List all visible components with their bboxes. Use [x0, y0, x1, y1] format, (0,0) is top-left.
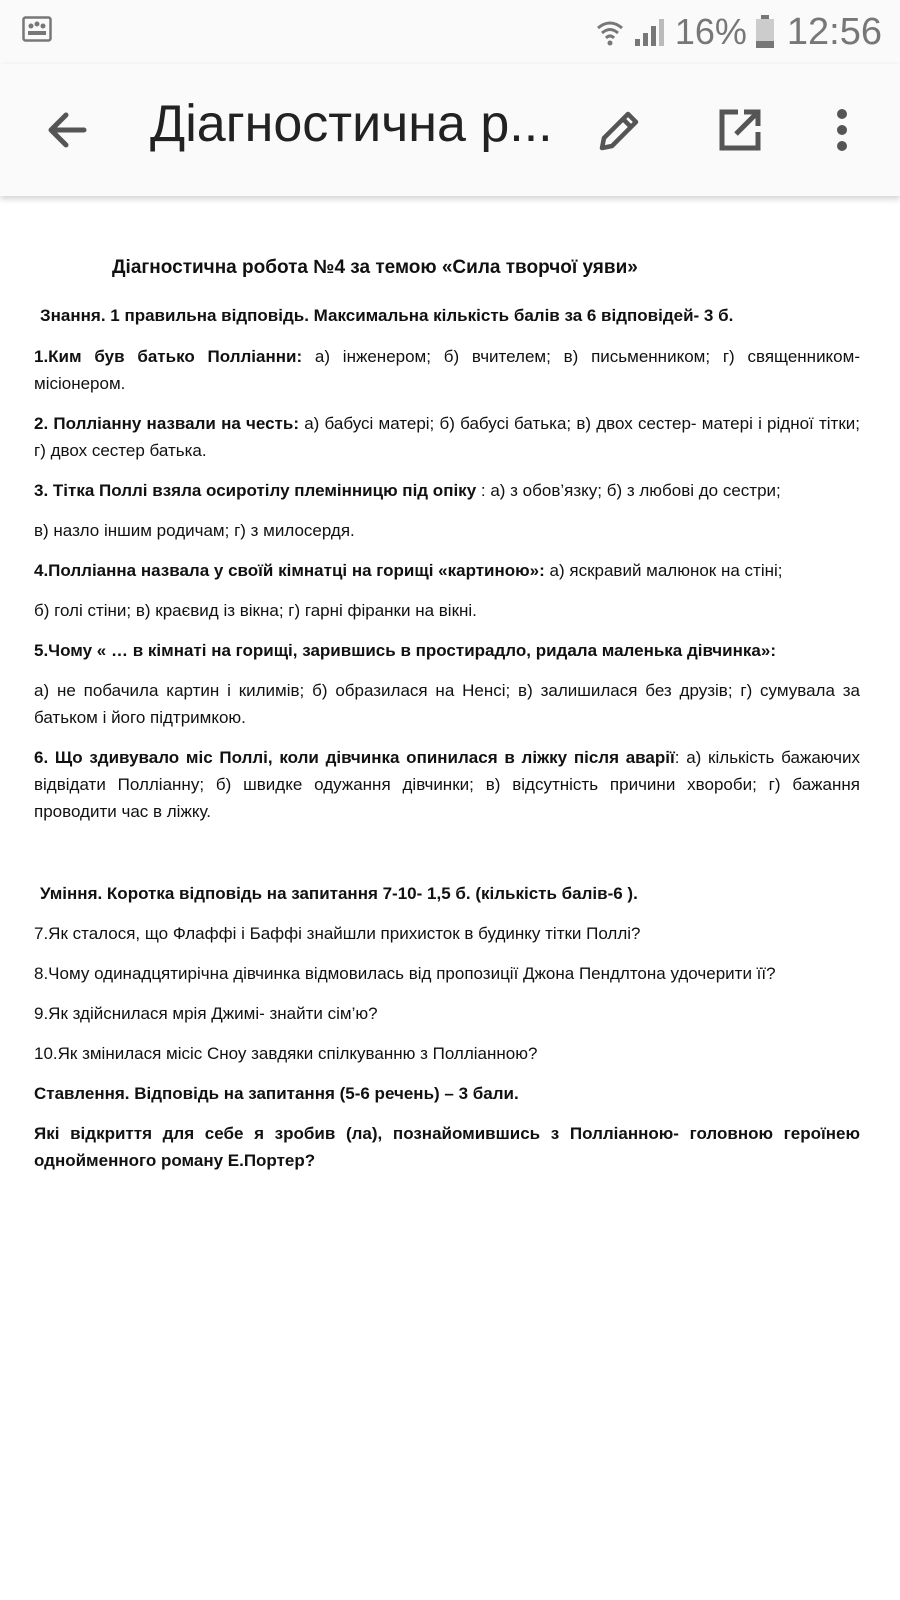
question-5-prompt: 5.Чому « … в кімнаті на горищі, зарившись в простирадло, ридала маленька дівчинка»:	[34, 641, 776, 660]
question-5-options: а) не побачила картин і килимів; б) образилася на Ненсі; в) залишилася без друзів; г) сумувала за батьком і його підтримкою.	[34, 681, 860, 727]
question-10: 10.Як змінилася місіс Сноу завдяки спілкуванню з Полліанною?	[34, 1044, 538, 1063]
question-4-options: а) яскравий малюнок на стіні;	[544, 561, 783, 580]
question-1-options: а) інженером; б) вчителем; в) письменником; г) священником-місіонером.	[34, 347, 860, 393]
battery-icon	[755, 15, 775, 49]
question-2-prompt: 2. Полліанну назвали на честь:	[34, 414, 299, 433]
question-6	[34, 744, 860, 825]
status-indicators	[595, 10, 882, 54]
question-3-options: : а) з обов’язку; б) з любові до сестри;	[476, 481, 781, 500]
question-4	[34, 557, 860, 584]
question-3-prompt: 3. Тітка Поллі взяла осиротілу племінницю під опіку	[34, 481, 477, 500]
doc-heading: Діагностична робота №4 за темою «Сила творчої уяви»	[112, 257, 638, 278]
app-bar	[0, 64, 900, 196]
section-skills-heading: Уміння. Коротка відповідь на запитання 7-10- 1,5 б. (кількість балів-6 ).	[40, 884, 638, 903]
open-in-new-icon[interactable]	[712, 102, 768, 158]
question-2	[34, 410, 860, 464]
question-7: 7.Як сталося, що Флаффі і Баффі знайшли прихисток в будинку тітки Поллі?	[34, 924, 641, 943]
document-body	[34, 240, 860, 1174]
question-2-options: а) бабусі матері; б) бабусі батька; в) двох сестер- матері і рідної тітки; г) двох сестер батька.	[34, 414, 860, 460]
clock: 12:56	[786, 10, 882, 53]
question-6-options: : а) кількість бажаючих відвідати Полліанну; б) швидке одужання дівчинки; в) відсутність причини хвороби; г) бажання проводити час в ліжку.	[34, 748, 860, 821]
more-vert-icon[interactable]	[822, 102, 862, 158]
signal-icon	[633, 17, 667, 47]
section-attitude-heading: Ставлення. Відповідь на запитання (5-6 речень) – 3 бали.	[34, 1084, 519, 1103]
wifi-icon	[595, 17, 625, 47]
question-6-prompt: 6. Що здивувало міс Поллі, коли дівчинка опинилася в ліжку після аварії	[34, 748, 675, 767]
question-1-prompt: 1.Ким був батько Полліанни:	[34, 347, 303, 366]
question-4-continued: б) голі стіни; в) краєвид із вікна; г) гарні фіранки на вікні.	[34, 601, 477, 620]
question-1	[34, 343, 860, 397]
arrow-back-icon[interactable]	[40, 102, 96, 158]
status-bar	[0, 0, 900, 64]
document-title: Діагностична р...	[150, 95, 553, 153]
question-8: 8.Чому одинадцятирічна дівчинка відмовилась від пропозиції Джона Пендлтона удочерити її?	[34, 964, 776, 983]
question-4-prompt: 4.Полліанна назвала у своїй кімнатці на горищі «картиною»:	[34, 561, 545, 580]
battery-percent: 16%	[674, 11, 747, 52]
question-3-continued: в) назло іншим родичам; г) з милосердя.	[34, 521, 355, 540]
question-11: Які відкриття для себе я зробив (ла), познайомившись з Полліанною- головною героїнею однойменного роману Е.Портер?	[34, 1124, 860, 1170]
question-3	[34, 477, 860, 504]
pencil-edit-icon[interactable]	[592, 102, 648, 158]
question-9: 9.Як здійснилася мрія Джимі- знайти сім’ю?	[34, 1004, 378, 1023]
gallery-notification-icon	[22, 16, 52, 42]
section-knowledge-heading: Знання. 1 правильна відповідь. Максимальна кількість балів за 6 відповідей- 3 б.	[40, 306, 734, 325]
